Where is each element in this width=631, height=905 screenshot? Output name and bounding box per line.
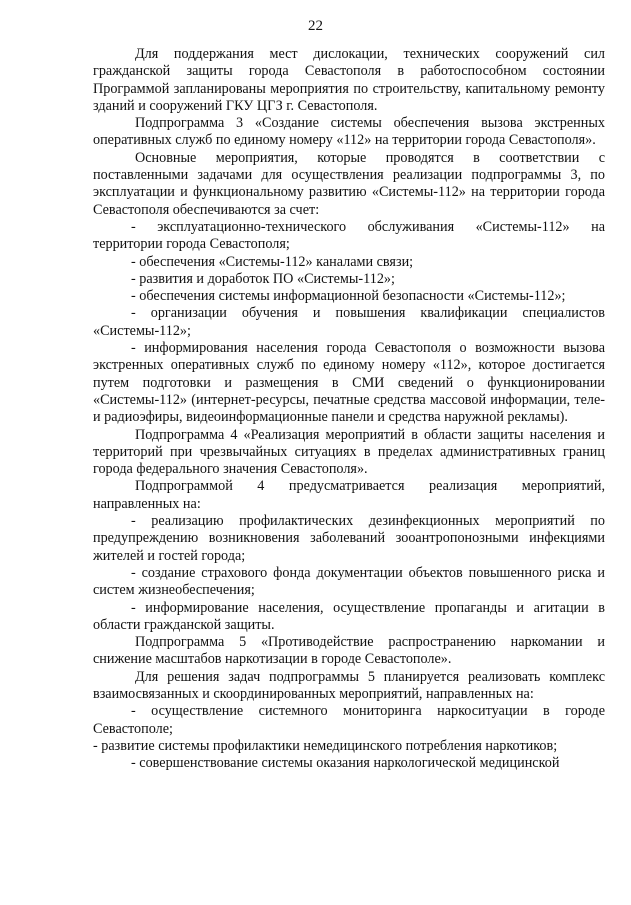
page-number: 22 <box>308 18 323 34</box>
list-item-disinfection: - реализацию профилактических дезинфекционных мероприятий по предупреждению возникновения заболеваний зооантропонозными инфекциями жителей и гостей города; <box>93 513 605 564</box>
list-item-staff-training: - организации обучения и повышения квалификации специалистов «Системы-112»; <box>93 305 605 339</box>
list-item-insurance-fund: - создание страхового фонда документации объектов повышенного риска и систем жизнеобеспечения; <box>93 564 605 599</box>
paragraph-subprogram-5-title: Подпрограмма 5 «Противодействие распространению наркомании и снижение масштабов наркотизации в городе Севастополе». <box>93 634 605 668</box>
list-item-drug-monitoring: - осуществление системного мониторинга наркоситуации в городе Севастополе; <box>93 703 605 737</box>
list-item-drug-prevention: - развитие системы профилактики немедицинского потребления наркотиков; <box>93 737 558 754</box>
paragraph-subprogram-4-title: Подпрограмма 4 «Реализация мероприятий в области защиты населения и территорий при чрезвычайных ситуациях в пределах административных границ города федерального значения Севастополя». <box>93 426 605 478</box>
paragraph-subprogram-3-title: Подпрограмма 3 «Создание системы обеспечения вызова экстренных оперативных служб по единому номеру «112» на территории города Севастополя». <box>93 115 605 149</box>
list-item-information-security: - обеспечения системы информационной безопасности «Системы-112»; <box>131 288 566 305</box>
list-item-software-development: - развития и доработок ПО «Системы-112»; <box>131 270 395 287</box>
paragraph-subprogram-4-measures: Подпрограммой 4 предусматривается реализация мероприятий, направленных на: <box>93 478 605 512</box>
list-item-medical-care: - совершенствование системы оказания наркологической медицинской <box>131 755 560 772</box>
list-item-public-information: - информирования населения города Севастополя о возможности вызова экстренных оперативных служб по единому номеру «112», которое достигается путем подготовки и размещения в СМИ сведений о функционировании «Системы-112» (интернет-ресурсы, печатные средства массовой информации, теле- и радиоэфиры, видеоинформационные панели и средства наружной рекламы). <box>93 340 605 426</box>
page-body <box>93 46 605 772</box>
list-item-maintenance: - эксплуатационно-технического обслуживания «Системы-112» на территории города Севастополя; <box>93 218 605 253</box>
list-item-communication-channels: - обеспечения «Системы-112» каналами связи; <box>131 253 414 270</box>
paragraph-civil-defense-facilities: Для поддержания мест дислокации, технических сооружений сил гражданской защиты города Севастополя в работоспособном состоянии Программой запланированы мероприятия по строительству, капитальному ремонту зданий и сооружений ГКУ ЦГЗ г. Севастополя. <box>93 46 605 114</box>
paragraph-subprogram-5-measures: Для решения задач подпрограммы 5 планируется реализовать комплекс взаимосвязанных и скоординированных мероприятий, направленных на: <box>93 668 605 702</box>
paragraph-subprogram-3-measures: Основные мероприятия, которые проводятся в соответствии с поставленными задачами для осуществления реализации подпрограммы 3, по эксплуатации и функциональному развитию «Системы-112» на территории города Севастополя обеспечиваются за счет: <box>93 149 605 218</box>
list-item-civil-defense-propaganda: - информирование населения, осуществление пропаганды и агитации в области гражданской защиты. <box>93 599 605 633</box>
